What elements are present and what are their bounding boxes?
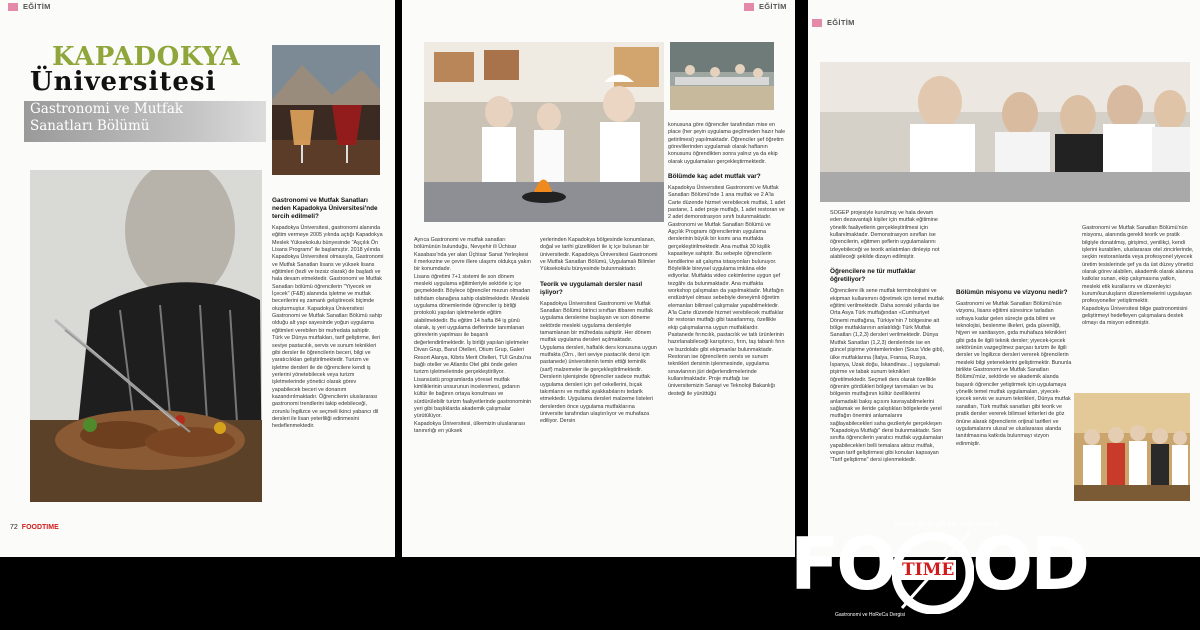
text-column: SOGEP projesiyle kurulmuş ve hala devam eden dezavantajlı kişiler için mutfak eğitimine yönelik faaliyetlerin gerçekleştirilmesi için kullanılmaktadır. Demonstrasyon sınıfları ise öğrencilerin, eğitmen şeflerin uygulamalarını izleyebileceği ve teorik anlatımları dinleyip not alabileceği şekilde dizayn edilmiştir. Öğrencilere ne tür mutfaklar öğretiliyor? Öğrencilere ilk sene mutfak terminolojisini ve ekipman kullanımını öğretmek için temel mutfak eğitimi verilmektedir. Daha sonraki yıllarda ise Orta Asya Türk mutfağından «Cumhuriyet Dönemi mutfağına, Türkiye'nin 7 bölgesine ait bölge mutfaklarının anlatıldığı Türk Mutfak Sanatları (1,2,3) dersleri verilmektedir. Dünya Mutfak Sanatları (1,2,3) derslerinde ise en güncel pişirme yöntemlerinden (Sous Vide gibi), ülke mutfaklarına (İtalya, Fransa, Rusya, İspanya, Uzak doğu, İskandinav...) uygulamalı pişirme ve tabak sunum teknikleri öğretilmektedir. Seçmeli ders olarak özellikle öğrenim gördükleri bölgeyi tanımaları ve bu bölgenin mutfağının kültür özelliklerini anlamadaki bakış açısını kavrayabilmelerini sağlamak ve ileride çalıştıkları bölgelerde yerel mutfağın önemini anlamalarını sağlayabilecekleri saha gezileriyle gerçekleşen "Kapadokya Mutfağı" dersi bulunmaktadır. Son sınıfta öğrencilerin yaratıcı mutfak uygulamaları yapabilecekleri belli temalara aktsız mutfak, vegan tarif geliştirmesi gibi konuları kapsayan "Tarif geliştirme" dersi işlenmektedir.: [830, 210, 945, 464]
text-column: Ayrıca Gastronomi ve mutfak sanatları bölümünün bulunduğu, Nevşehir ili Üchisar Kasabası'nda yer alan Üçhisar Sanat Yerleşkesi il merkezine ve çevre illere ulaşımı oldukça yakın bir konumdadır. Lisans öğretimi 7+1 sistemi ile son dönem mesleki uygulama eğitimleriyle sektörle iç içe geçmektedir. Böylece öğrenciler mezun olmadan istihdam olanağına sahip olabilmektedir. Mesleki uygulama dönemlerinde öğrenciler iş birliği protokolü yapılan işletmelerde eğitim alabilmektedir. Bu eğitim 14 hafta 84 iş günü olarak, iş yeri uygulama defterinde tanımlanan görevlerin yapılması ile başarılı değerlendirilmektedir. İş birliği yapılan işletmeler Divan Grup, Barut Otelleri, Otium Grup, Galeri Resort Alanya, Kibris Merit Otelleri, TUI Grubu'na bağlı oteller ve Atlantis Otel gibi önde gelen turizm işletmelerinde gerçekleştiriliyor. Lisansüstü programlarda yöresel mutfak kimliklerinin unsurunun incelenmesi, gıdanın kültür ile bağının ortaya konulması ve sürdürülebilir turizm faaliyetlerinde gastronominin yeri gibi başlıklarda akademik çalışmalar yürütülüyor. Kapadokya Üniversitesi, ülkemizin uluslararası tanınırlığı en yüksek: [414, 237, 532, 434]
text-column: yerlerinden Kapadokya bölgesinde konumlanan, doğal ve tarihi güzellikleri ile iç içe bulunan bir üniversitedir. Kapadokya Üniversitesi Gastronomi ve Mutfak Sanatları Bölümü, Uygulamalı Bilimler Yüksekokulu bünyesinde bulunmaktadır. Teorik ve uygulamalı dersler nasıl işliyor? Kapadokya Üniversitesi Gastronomi ve Mutfak Sanatları Bölümü birinci sınıftan itibaren mutfak uygulama derslerine başlayan ve son döneme sektörde mesleki uygulama dersleriyle tamamlanan bir müfredata sahiptir. Her dönem mutfak uygulama dersleri açılmaktadır. Uygulama dersleri, haftalık ders konusuna uygun mutfakta (Örn., ileri seviye pastacılık dersi için pastanede) üniversitenin temin ettiği teminlik (sarf) malzemeler ile gerçekleştirilmektedir. Derslerin işlenişinde öğrenciler sadece mutfak uygulama dersleri için şef cekellerini, bıçak takımlarını ve mutfak ayakkabılarını tedarik etmektedir. Uygulama dersleri malzeme listeleri derslerden önce uygulama mutfaklarına üniversite tarafından ulaştırılıyor ve muhafaza ediliyor. Dersin: [540, 237, 658, 425]
page-left: [0, 0, 395, 557]
text-column: Gastronomi ve Mutfak Sanatları neden Kapadokya Üniversitesi'nde tercih edilmeli? Kapadokya Üniversitesi, gastronomi alanında eğitim vermeye 2005 yılında açtığı Kapadokya Meslek Yüksekokulu bünyesinde "Aşçılık Ön Lisans Programı" ile başlamıştır. 2018 yılında Kapadokya Üniversitesi olmasıyla, Gastronomi ve Mutfak Sanatları lisans ve yüksek lisans eğitimleri (tezli ve tezsiz olarak) de başladı ve hala devam etmektedir. Gastronomi ve Mutfak Sanatları bölümü öğrencilerin "Yiyecek ve İçecek" (F&B) alanında işletme ve mutfak becerilerini eş zamanlı geliştirecek biçimde oluşturmuştur. Kapadokya Üniversitesi Gastronomi ve Mutfak Sanatları Bölümü sahip olduğu alt yapı sayesinde yoğun uygulama eğitimleri verebilen bir mufredata sahiptir. Türk ve Dünya mutfakları, tarif geliştirme, ileri seviye pastacılık, servis ve sunum teknikleri gibi dersler ile öğrencilerin beceri, bilgi ve yaratıcılıkları geliştirilmektedir. Turizm ve işletme dersleri ile de öğrencilere kendi iş yerlerini yönetebilecek veya turizm işletmelerinde yönetici olarak görev yapabilecek beceri ve donanım kazandırılmaktadır. Öğrencilerin uluslararası gastronomi trendlerini takip edebileceği, zorunlu İngilizce ve seçmeli ikinci yabancı dil dersleri ile lisan yeterliliği edinmesini hedeflenmektedir.: [272, 197, 384, 430]
section-label: EĞİTİM: [8, 2, 51, 11]
chef-photo: [30, 170, 262, 502]
students-photo: [820, 62, 1190, 202]
title-line1: KAPADOKYA: [52, 42, 241, 72]
page-footer: 72 FOODTIME: [10, 524, 59, 531]
title-line2: Üniversitesi: [30, 67, 217, 97]
group-photo: [1074, 393, 1190, 501]
text-column: konusuna göre öğrenciler tarafından mise en place (her şeyin uygulama geçilmeden hazır hale getirilmesi) yapılmaktadır. Öğrenciler şef öğretim görevlilerinden uygulamalı olarak haftanın konusunu öğrendikten sonra yalnız ya da ekip olarak uygulamaları gerçekleştirmektedir. Bölümde kaç adet mutfak var? Kapadokya Üniversitesi Gastronomi ve Mutfak Sanatları Bölümü'nde 1 ana mutfak ve 2 A'la Carte düzende hizmet verebilecek mutfak, 1 adet pastane, 1 adet proje mutfağı, 1 adet restoran ve 2 adet demonstrasyon sınıfı bulunmaktadır. Gastronomi ve Mutfak Sanatları Bölümü ve Aşçılık Programı öğrencilerinin uygulama derslerinin büyük bir kısmı ana mutfakta gerçekleştirilmektedir. Ana mutfak 30 kişilik kapasiteye sahiptir. Bu sebeple öğrencilerin kendilerine ait çalışma istasyonları bulunuyor. Böylelikle bireysel uygulama imkâna elde ediyorlar. Mutfakta video cekimlerine uygun şef tezgâhı da bulunmaktadır. Ana mutfakta workshop çalışmaları da yapılmaktadır. Mutfağın endüstriyel olması sebebiyle deneyimli öğretim elemanları bilimsel çalışmalar yapabilmektedir. A'la Carte düzende hizmet verebilecek mutfaklar bir restoran mutfağı gibi tasarlanmış, özellikle ekip çalışmalarına uygun mutfaklardır. Pastanede fırıncılık, pastacılık ve tatlı ürünlerinin hazırlanabileceği karışıtırıcı, fırın, taş tabanlı fırın ve buzdolabı gibi ekipmanlar bulunmaktadır. Restoran ise öğrencilerin servis ve sunum teknikleri dersinin işlenmesinde, uygulama sınavlarının jüri değerlendirmelerinde kullanılmaktadır. Proje mutfağı ise üniversitemizin Sanayi ve Teknoloji Bakanlığı desteği ile yürüttüğü: [668, 122, 786, 397]
foodtime-logo: Hayatın En Keyifli Anı, Gıda Zamanı! FO OD TIME Gastronomi ve HoReCa Dergisi: [790, 522, 1087, 618]
subtitle: Gastronomi ve Mutfak Sanatları Bölümü: [30, 101, 184, 134]
section-label: EĞİTİM: [812, 18, 855, 27]
section-label: EĞİTİM: [744, 2, 787, 11]
classroom-photo: [670, 42, 774, 110]
text-column: Gastronomi ve Mutfak Sanatları Bölümü'nün misyonu, alanında gerekli teorik ve pratik bilgiyle donatılmış, girişimci, yenilikçi, kendi işlerini kurabilen, uluslararası otel zincirlerinde, seçkin restoranlarda veya profesyonel yiyecek üretim tesislerinde şef ya da üst düzey yönetici olarak görev alabilen, akademik olarak alanına katkılar sunan, ekip çalışmasına yatkın, mesleki etik kurallarını ve düzenleyici kurum/kuruluşların düzenlemelerini uygulayan profesyoneller yetiştirmektir. Kapadokya Üniversitesi bilge gastronomisini geliştirmeyi hedefleyen çalışmalara destek olmayı da misyon edinmiştir.: [1082, 225, 1194, 327]
page-middle: [402, 0, 795, 557]
kitchen-photo: [424, 42, 664, 222]
text-column: Bölümün misyonu ve vizyonu nedir? Gastronomi ve Mutfak Sanatları Bölümü'nün vizyonu, lisans eğitimi süresince tarladan sofraya kadar gelen süreçte gıda bilimi ve teknolojisi, beslenme ilkeleri, gıda güvenliği, hijyen ve sanitasyon, gıda muhafaza teknikleri gibi gıda ile ilgili teknik dersler; yiyecek-içecek sektörünün vazgeçilmez parçası turizm ile ilgili dersler ve İngilizce dersleri vererek öğrencilerin mesleki bilgi yeteneklerini geliştirmektir. Bununla birlikte Gastronomi ve Mutfak Sanatları Bölümü'müz, sektörde ve akademik alanda başarılı öğrenciler yetiştirmek için uygulamaya yönelik temel mutfak uygulamaları, yiyecek-içecek servis ve sunum teknikleri, Dünya mutfak sanatları, Türk mutfak sanatları gibi teorik ve pratik dersler vererek bilimsel kriterleri de göz önüne alarak öğrencilerin orijinal tarifleri ve uygulamalarını ulusal ve uluslararası alanda tanıtılmasına katkıda bulunmayı vizyon edinmiştir.: [956, 289, 1072, 447]
drinks-photo: [272, 45, 380, 175]
page-right: [808, 0, 1200, 557]
